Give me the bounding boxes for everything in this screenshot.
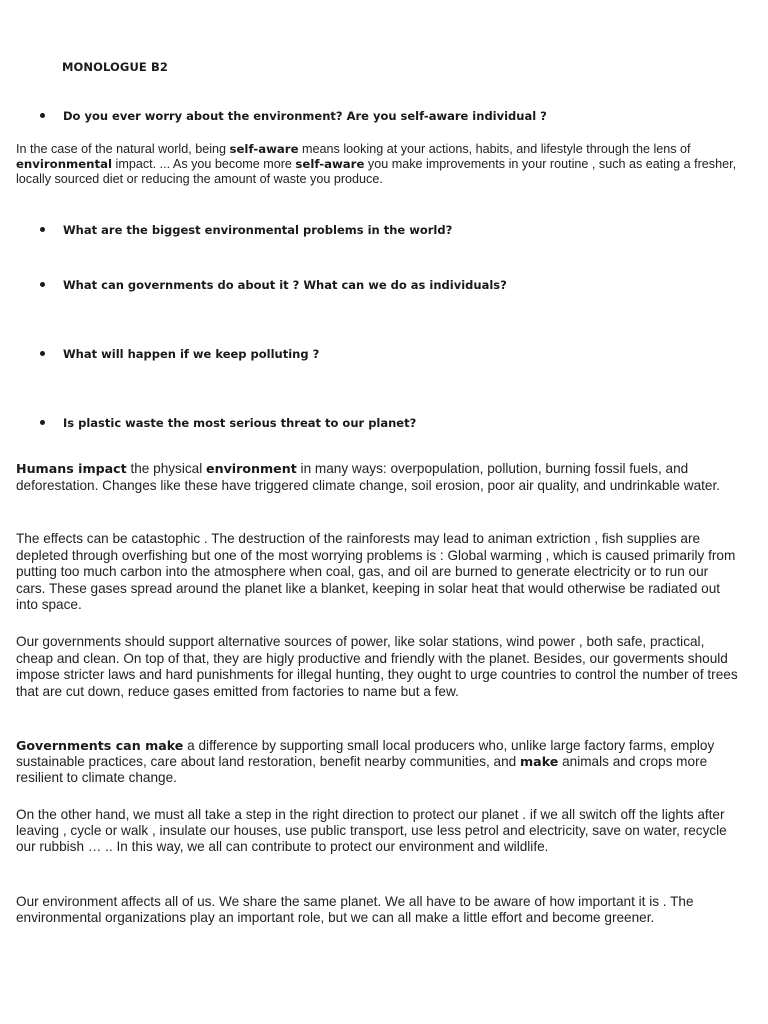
bullet-text: Is plastic waste the most serious threat to our planet? — [63, 416, 417, 430]
text-run: means looking at your actions, habits, and lifestyle through the lens of — [298, 142, 691, 156]
keyword: self-aware — [229, 142, 299, 156]
paragraph-self-aware — [16, 142, 741, 187]
text-run: in many ways: overpopulation, pollution, burning fossil fuels, and deforestation. Changes like these have triggered climate change, soil erosion, poor air quality, and undrinkable water. — [16, 461, 721, 493]
bullet-question-3 — [40, 278, 507, 292]
keyword: self-aware — [295, 157, 365, 171]
keyword: environment — [206, 461, 297, 476]
document-title: MONOLOGUE B2 — [62, 60, 168, 74]
text-run: impact. ... As you become more — [112, 157, 296, 171]
text-run: you make improvements in your routine , such as eating a fresher, locally sourced diet or reducing the amount of waste you produce. — [16, 157, 737, 186]
paragraph-effects: The effects can be catastophic . The destruction of the rainforests may lead to animan extriction , fish supplies are depleted through overfishing but one of the most worrying problems is : Global warming , which is caused primarily from putting too much carbon into the atmosphere when coal, gas, and oil are burned to generate electricity or to run our cars. These gases spread around the planet like a blanket, keeping in solar heat that would otherwise be radiated out into space. — [16, 531, 736, 612]
bullet-dot-icon — [40, 282, 45, 287]
bullet-dot-icon — [40, 113, 45, 118]
bullet-text: Do you ever worry about the environment? Are you self-aware individual ? — [63, 109, 547, 123]
text-run: a difference by supporting small local producers who, unlike large factory farms, employ sustainable practices, care about land restoration, benefit nearby communities, and — [16, 738, 715, 769]
bullet-text: What can governments do about it ? What can we do as individuals? — [63, 278, 507, 292]
bullet-dot-icon — [40, 420, 45, 425]
bullet-dot-icon — [40, 227, 45, 232]
bullet-text: What are the biggest environmental problems in the world? — [63, 223, 453, 237]
paragraph-governments-support: Our governments should support alternative sources of power, like solar stations, wind power , both safe, practical, cheap and clean. On top of that, they are higly productive and friendly with the planet. Besides, our goverments should impose stricter laws and hard punishments for illegal hunting, they ought to urge countries to control the number of trees that are cut down, reduce gases emitted from factories to name but a few. — [16, 634, 738, 699]
keyword: environmental — [16, 157, 113, 171]
paragraph-human-impact — [16, 461, 741, 494]
keyword: make — [520, 754, 559, 769]
text-run: the physical — [126, 461, 207, 476]
bullet-question-5 — [40, 416, 416, 430]
keyword: Humans impact — [16, 461, 127, 476]
paragraph-governments-make — [16, 738, 741, 786]
paragraph-individual-actions: On the other hand, we must all take a step in the right direction to protect our planet . if we all switch off the lights after leaving , cycle or walk , insulate our houses, use public transport, use less petrol and electricity, save on water, recycle our rubbish … .. In this way, we all can contribute to protect our environment and wildlife. — [16, 807, 727, 854]
text-run: animals and crops more resilient to climate change. — [16, 754, 708, 785]
bullet-question-4 — [40, 347, 319, 361]
paragraph-conclusion: Our environment affects all of us. We share the same planet. We all have to be aware of how important it is . The environmental organizations play an important role, but we can all make a little effort and become greener. — [16, 894, 694, 925]
text-run: In the case of the natural world, being — [16, 142, 230, 156]
keyword: Governments can make — [16, 738, 184, 753]
bullet-question-2 — [40, 223, 452, 237]
bullet-question-1 — [40, 109, 547, 123]
bullet-text: What will happen if we keep polluting ? — [63, 347, 320, 361]
bullet-dot-icon — [40, 351, 45, 356]
